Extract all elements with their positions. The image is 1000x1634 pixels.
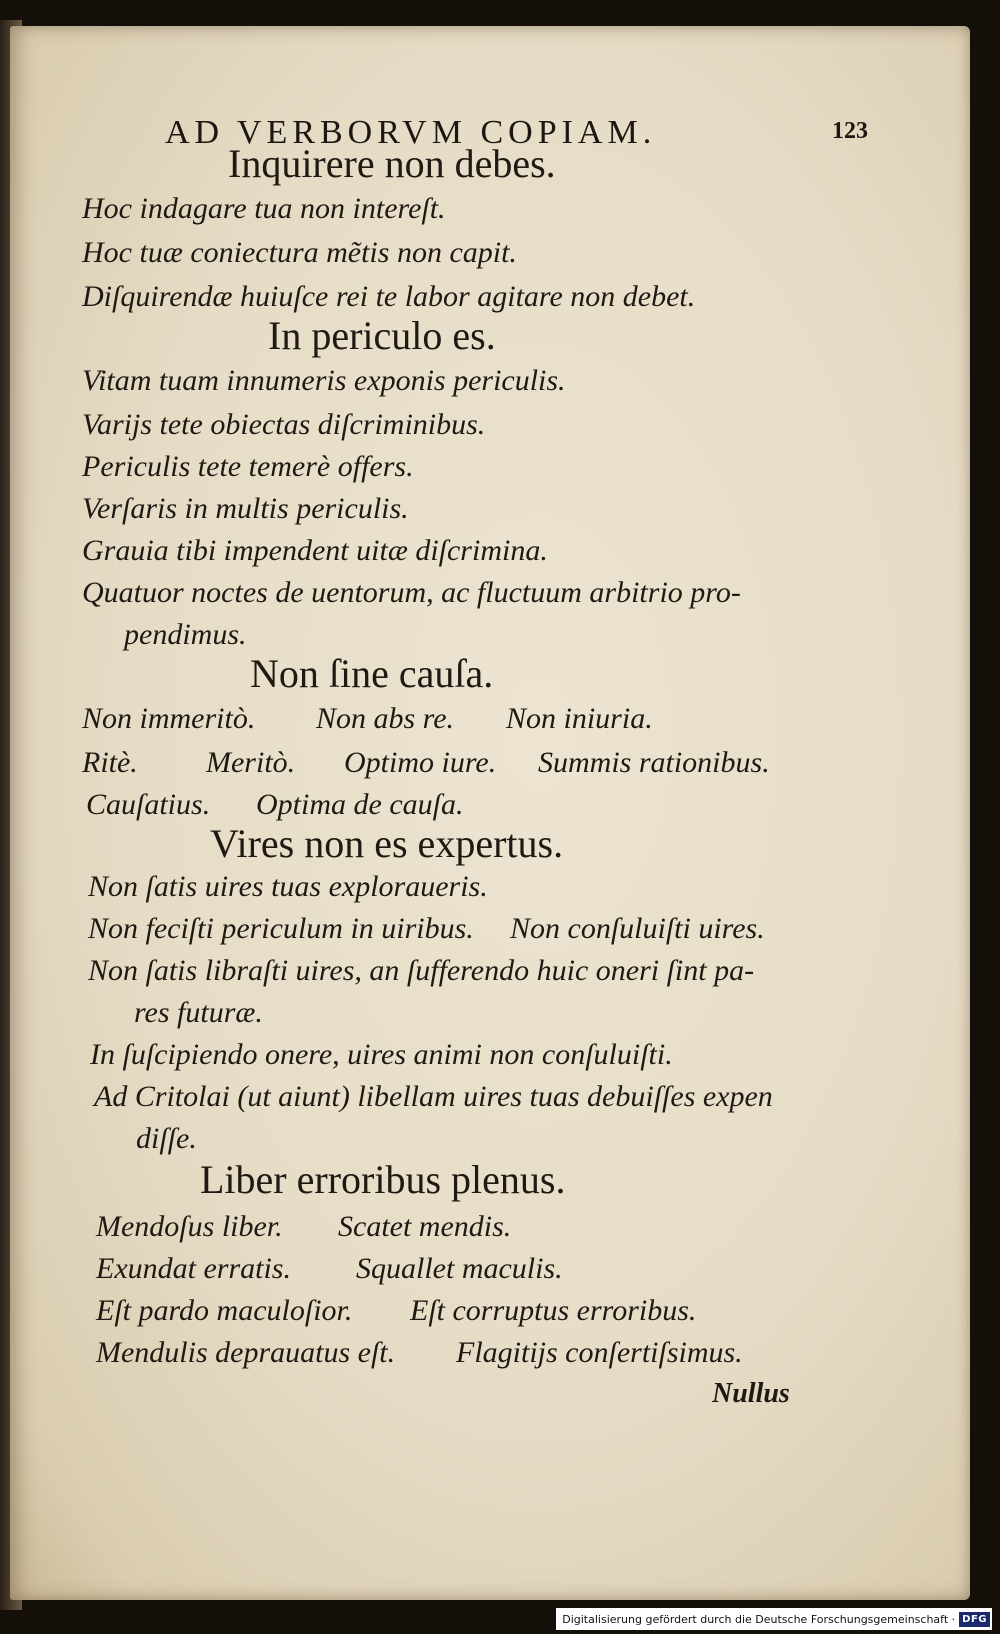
text-line: Non conſuluiſti uires.	[510, 912, 765, 945]
text-line: Hoc tuæ coniectura mẽtis non capit.	[82, 236, 517, 269]
text-line: Optimo iure.	[344, 746, 497, 779]
section-heading: In periculo es.	[268, 313, 496, 358]
text-line: Non immeritò.	[82, 702, 256, 735]
text-line: Flagitijs conſertiſsimus.	[456, 1336, 743, 1369]
text-line: Non feciſti periculum in uiribus.	[88, 912, 474, 945]
credit-text: Digitalisierung gefördert durch die Deutsche Forschungsgemeinschaft ·	[562, 1612, 956, 1626]
text-line: Non abs re.	[316, 702, 455, 735]
text-line: Eſt pardo maculoſior.	[96, 1294, 353, 1327]
text-line: Periculis tete temerè offers.	[82, 450, 414, 483]
text-line: Grauia tibi impendent uitæ diſcrimina.	[82, 534, 548, 567]
text-line: Mendoſus liber.	[96, 1210, 283, 1243]
text-line: In ſuſcipiendo onere, uires animi non conſuluiſti.	[90, 1038, 673, 1071]
text-line: Quatuor noctes de uentorum, ac fluctuum arbitrio pro-	[82, 576, 741, 609]
text-line: Exundat erratis.	[96, 1252, 291, 1285]
book-page	[10, 26, 970, 1600]
text-line: pendimus.	[124, 618, 247, 651]
text-line: Cauſatius.	[86, 788, 211, 821]
text-line: Eſt corruptus erroribus.	[410, 1294, 697, 1327]
dfg-logo: DFG	[959, 1612, 990, 1627]
section-heading: Vires non es expertus.	[210, 821, 564, 866]
text-line: Summis rationibus.	[538, 746, 770, 779]
text-line: Verſaris in multis periculis.	[82, 492, 409, 525]
text-line: Scatet mendis.	[338, 1210, 512, 1243]
text-line: Vitam tuam innumeris exponis periculis.	[82, 364, 566, 397]
catchword: Nullus	[712, 1378, 790, 1409]
text-line: Meritò.	[206, 746, 296, 779]
text-line: Squallet maculis.	[356, 1252, 563, 1285]
text-line: Varijs tete obiectas diſcriminibus.	[82, 408, 486, 441]
text-line: diſſe.	[136, 1122, 197, 1155]
running-head: AD VERBORVM COPIAM.	[165, 114, 657, 151]
text-line: Ritè.	[82, 746, 138, 779]
text-line: Ad Critolai (ut aiunt) libellam uires tuas debuiſſes expen	[94, 1080, 773, 1113]
section-heading: Non ſine cauſa.	[250, 651, 494, 696]
digitization-credit	[556, 1608, 992, 1630]
text-line: Non iniuria.	[506, 702, 653, 735]
section-heading: Inquirere non debes.	[228, 141, 556, 186]
text-line: Non ſatis libraſti uires, an ſufferendo huic oneri ſint pa-	[88, 954, 755, 987]
section-heading: Liber erroribus plenus.	[200, 1157, 566, 1202]
text-line: Optima de cauſa.	[256, 788, 464, 821]
page-number: 123	[832, 118, 868, 144]
text-line: Hoc indagare tua non intereſt.	[82, 192, 446, 225]
text-line: Mendulis deprauatus eſt.	[96, 1336, 396, 1369]
text-line: Diſquirendæ huiuſce rei te labor agitare non debet.	[82, 280, 696, 313]
text-line: Non ſatis uires tuas exploraueris.	[88, 870, 488, 903]
text-line: res futuræ.	[134, 996, 263, 1029]
